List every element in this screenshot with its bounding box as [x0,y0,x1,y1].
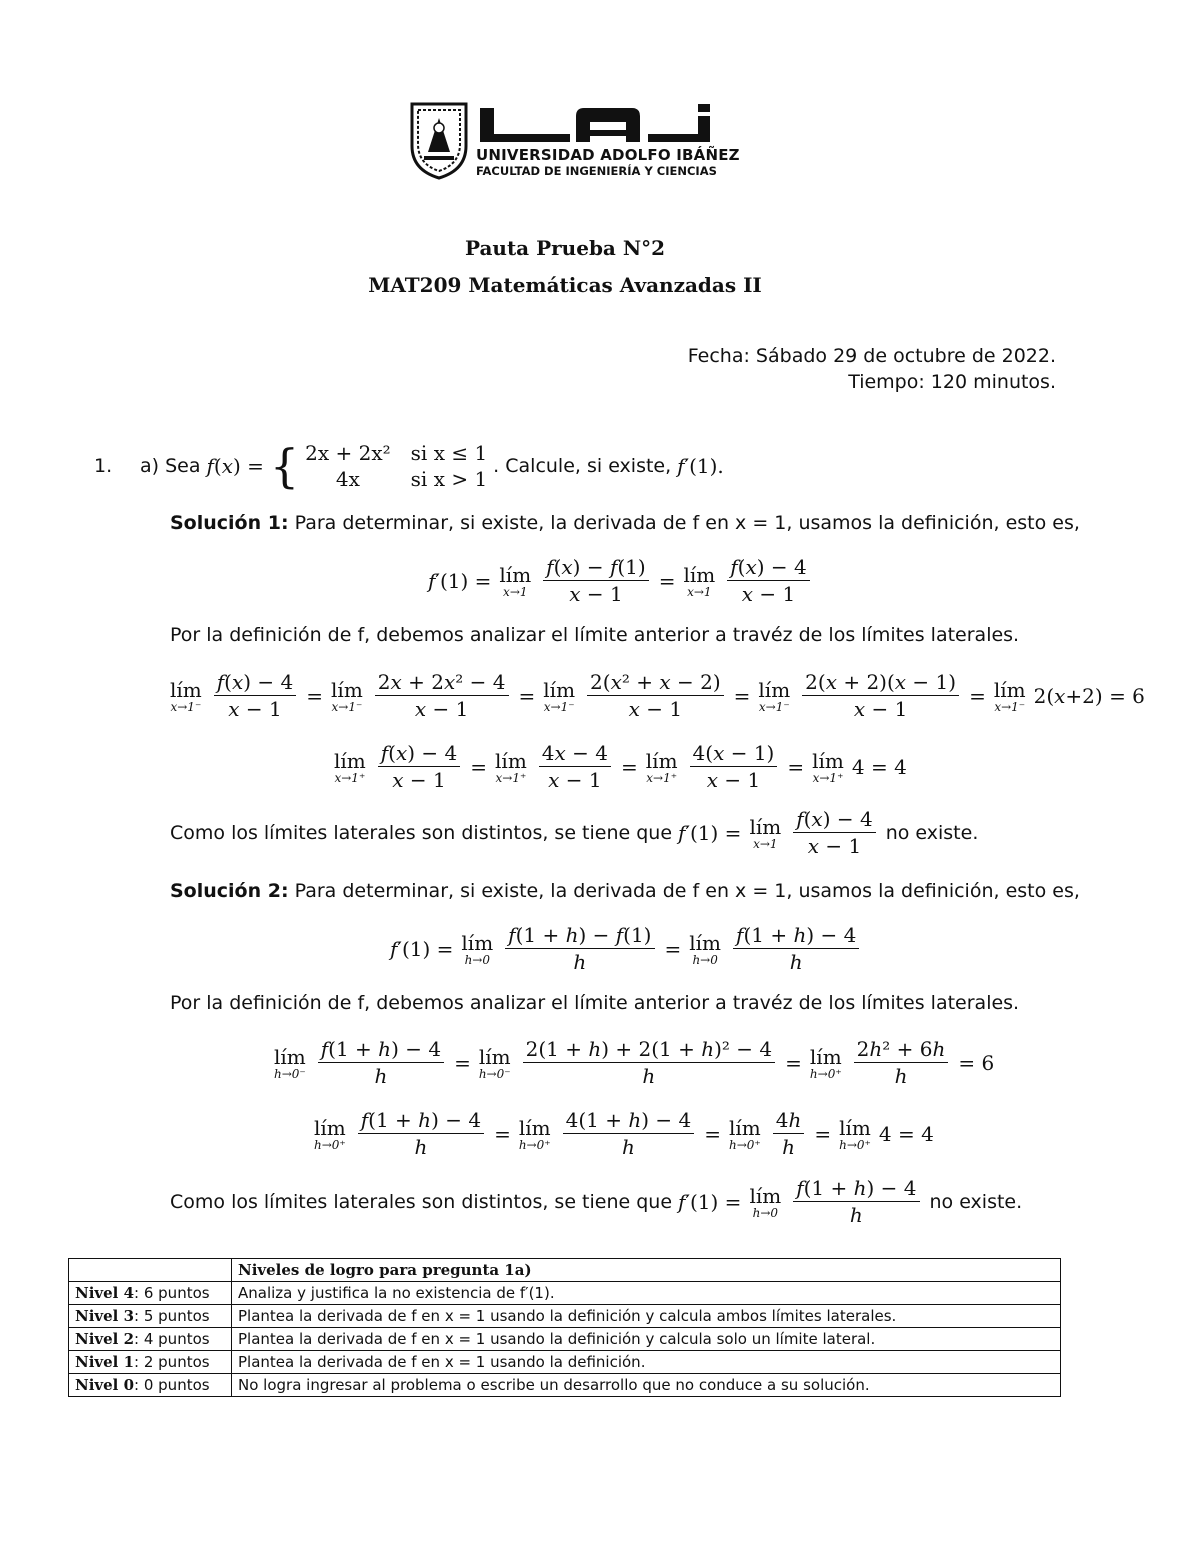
problem-intro: Sea [165,455,201,477]
rubric-level: Nivel 2 [75,1330,135,1348]
piece-1: 2x + 2x² [305,441,391,465]
rubric-points: : 2 puntos [134,1353,210,1371]
rubric-row [69,1328,1061,1351]
question-target: f′(1). [677,454,724,478]
s1-definition: f′(1) = lím x→1 $\frac{f(x) - f(1)}{x - 1}$ = lím x→1 $\frac{f(x) - 4}{x - 1}$ [428,554,814,607]
solution-2-intro [170,880,1080,902]
rubric-desc: No logra ingresar al problema o escribe un desarrollo que no conduce a su solución. [232,1374,1061,1397]
rubric-level: Nivel 4 [75,1284,135,1302]
rubric-desc: Plantea la derivada de f en x = 1 usando la definición y calcula solo un límite lateral. [232,1328,1061,1351]
s2-left-limit: lím h→0⁻ $\frac{f(1 + h) - 4}{h}$ = lím h→0⁻ $\frac{\text{2(1 + h) + 2(1 + h)² − 4}}{h}$ = lím h→0⁺ $\frac{\text{2h² + 6h}}{h}$ = 6 [274,1037,995,1088]
rubric-table-wrapper [68,1258,1061,1397]
function-def: f(x) = [206,454,264,478]
s2-conclusion-post: no existe. [929,1190,1023,1213]
page-title: Pauta Prueba N°2 [464,236,666,260]
faculty-name: FACULTAD DE INGENIERÍA Y CIENCIAS [476,164,717,178]
s1-right-limit: lím x→1⁺ $\frac{f(x) - 4}{x - 1}$ = lím x→1⁺ $\frac{4x - 4}{x - 1}$ = lím x→1⁺ $\frac{4(x - 1)}{x - 1}$ = lím x→1⁺ 4 = 4 [334,741,907,792]
rubric-points: : 0 puntos [134,1376,210,1394]
rubric-level: Nivel 0 [75,1376,135,1394]
piece-2: 4x [335,467,360,491]
rubric-table [68,1258,1061,1397]
problem-part: a) [140,455,160,477]
rubric-header-row [69,1259,1061,1282]
s2-right-limit: lím h→0⁺ $\frac{f(1 + h) - 4}{h}$ = lím h→0⁺ $\frac{4(1 + h) - 4}{h}$ = lím h→0⁺ $\frac{4h}{h}$ = lím h→0⁺ 4 = 4 [314,1108,934,1159]
rubric-row [69,1351,1061,1374]
solution-2-laterals-text: Por la definición de f, debemos analizar el límite anterior a travéz de los límites laterales. [170,992,1020,1014]
rubric-level: Nivel 1 [75,1353,135,1371]
rubric-desc: Plantea la derivada de f en x = 1 usando la definición. [232,1351,1061,1374]
university-logo [408,100,740,182]
solution-2-conclusion: Como los límites laterales son distintos, se tiene que f′(1) = lím h→0 $\frac{f(1 + h) - 4}{h}$ no existe. [170,1176,1023,1227]
s1-conclusion-post: no existe. [885,821,979,844]
problem-number: 1. [94,455,113,477]
rubric-desc: Plantea la derivada de f en x = 1 usando la definición y calcula ambos límites laterales. [232,1305,1061,1328]
rubric-row [69,1374,1061,1397]
problem-statement [140,440,724,492]
solution-1-label: Solución 1: [170,512,289,534]
problem-question: . Calcule, si existe, [493,455,672,477]
piecewise [305,441,487,491]
university-name: UNIVERSIDAD ADOLFO IBÁÑEZ [476,146,740,164]
solution-1-laterals-text: Por la definición de f, debemos analizar el límite anterior a travéz de los límites laterales. [170,624,1020,646]
rubric-header: Niveles de logro para pregunta 1a) [232,1259,1061,1282]
uai-wordmark-icon [476,102,716,148]
rubric-row [69,1282,1061,1305]
s1-conclusion-pre: Como los límites laterales son distintos, se tiene que [170,821,673,844]
rubric-points: : 5 puntos [134,1307,210,1325]
cond-2: si x > 1 [410,467,488,491]
s2-definition: f′(1) = lím h→0 $\frac{f(1 + h) - f(1)}{h}$ = lím h→0 $\frac{f(1 + h) - 4}{h}$ [390,922,863,975]
rubric-points: : 6 puntos [134,1284,210,1302]
brace-icon: { [269,439,300,493]
rubric-row [69,1305,1061,1328]
solution-2-label: Solución 2: [170,880,289,902]
exam-date: Fecha: Sábado 29 de octubre de 2022. [687,345,1056,367]
rubric-points: : 4 puntos [134,1330,210,1348]
solution-1-conclusion: Como los límites laterales son distintos, se tiene que f′(1) = lím x→1 $\frac{f(x) - 4}{x - 1}$ no existe. [170,807,979,858]
rubric-desc: Analiza y justifica la no existencia de f′(1). [232,1282,1061,1305]
s2-conclusion-pre: Como los límites laterales son distintos, se tiene que [170,1190,673,1213]
exam-time: Tiempo: 120 minutos. [848,371,1056,393]
cond-1: si x ≤ 1 [410,441,488,465]
solution-1-intro [170,512,1080,534]
solution-2-text: Para determinar, si existe, la derivada de f en x = 1, usamos la definición, esto es, [294,880,1080,902]
s1-left-limit: lím x→1⁻ $\frac{f(x) - 4}{x - 1}$ = lím x→1⁻ $\frac{\text{2x + 2x² − 4}}{x - 1}$ = lím x→1⁻ $\frac{\text{2(x² + x − 2)}}{x - 1}$ = lím x→1⁻ $\frac{2(x + 2)(x - 1)}{x - 1}$ = lím x→1⁻ 2(x+2) = 6 [170,670,1145,721]
solution-1-text: Para determinar, si existe, la derivada de f en x = 1, usamos la definición, esto es, [294,512,1080,534]
course-title: MAT209 Matemáticas Avanzadas II [368,273,762,297]
crest-icon [408,100,470,180]
rubric-level: Nivel 3 [75,1307,135,1325]
